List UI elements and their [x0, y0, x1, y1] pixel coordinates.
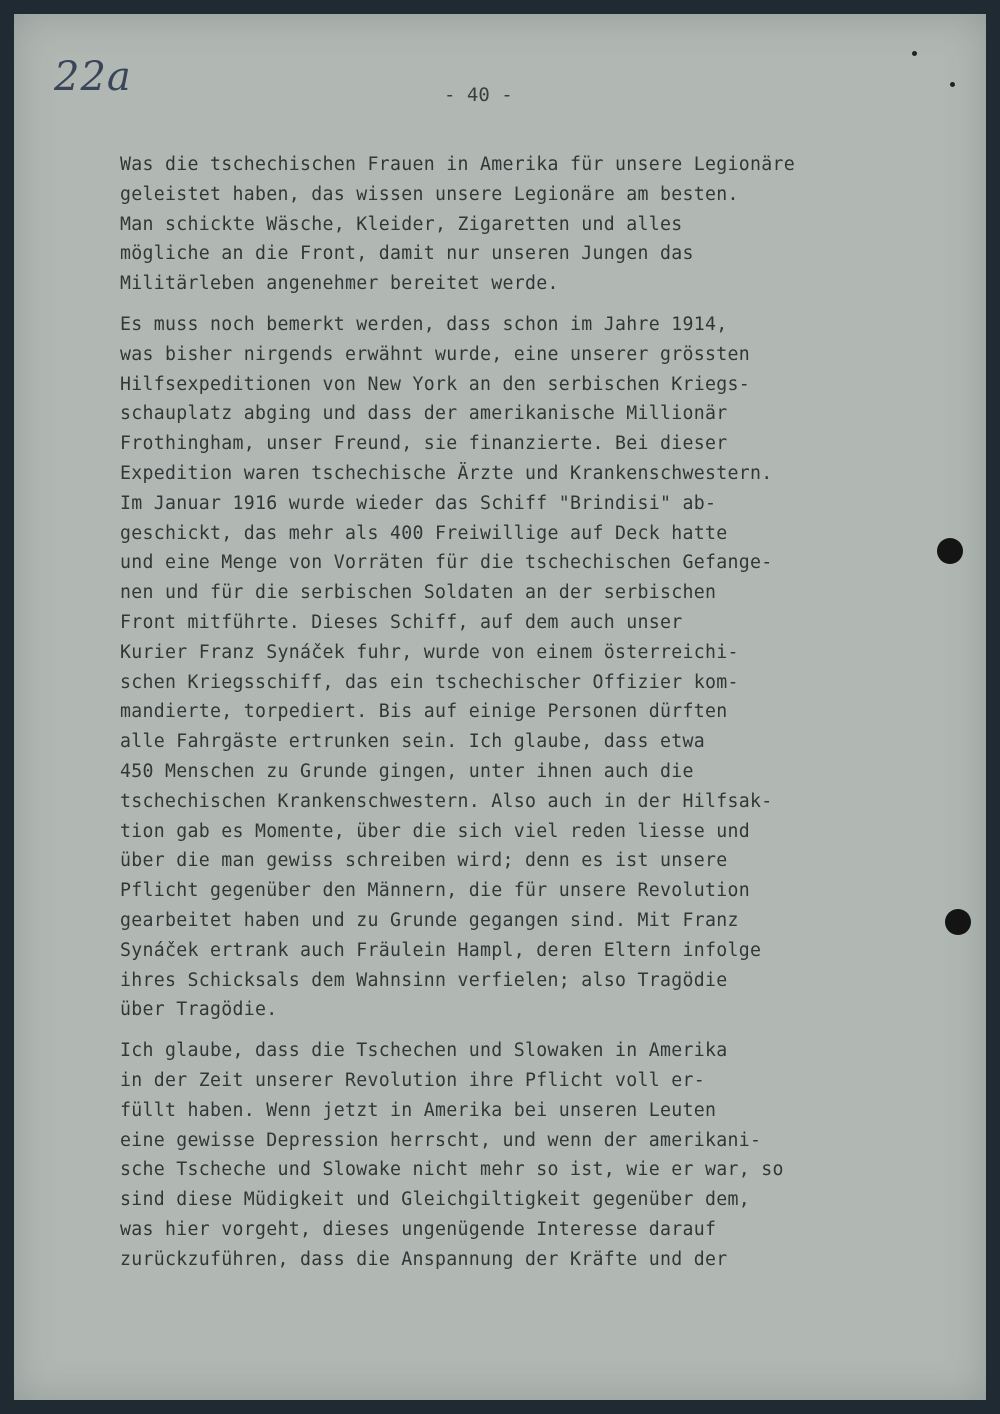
- text-line: 450 Menschen zu Grunde gingen, unter ihnen auch die: [120, 760, 694, 782]
- text-line: Front mitführte. Dieses Schiff, auf dem auch unser: [120, 611, 683, 633]
- text-line: Militärleben angenehmer bereitet werde.: [120, 273, 559, 295]
- handwritten-margin-note: 22a: [54, 54, 132, 100]
- text-line: und eine Menge von Vorräten für die tschechischen Gefange-: [120, 552, 773, 574]
- text-line: Was die tschechischen Frauen in Amerika für unsere Legionäre: [120, 154, 795, 175]
- text-line: Pflicht gegenüber den Männern, die für unsere Revolution: [120, 880, 750, 902]
- text-line: Kurier Franz Synáček fuhr, wurde von einem österreichi-: [120, 641, 739, 663]
- document-page: [14, 14, 986, 1400]
- text-line: Synáček ertrank auch Fräulein Hampl, deren Eltern infolge: [120, 939, 762, 961]
- text-line: nen und für die serbischen Soldaten an der serbischen: [120, 582, 717, 604]
- text-line: geleistet haben, das wissen unsere Legionäre am besten.: [120, 183, 739, 205]
- paragraph: [120, 150, 860, 299]
- text-line: mandierte, torpediert. Bis auf einige Personen dürften: [120, 701, 728, 723]
- text-line: sind diese Müdigkeit und Gleichgiltigkeit gegenüber dem,: [120, 1189, 750, 1211]
- text-line: Im Januar 1916 wurde wieder das Schiff "Brindisi" ab-: [120, 492, 717, 514]
- text-line: über die man gewiss schreiben wird; denn es ist unsere: [120, 850, 728, 872]
- text-line: zurückzuführen, dass die Anspannung der Kräfte und der: [120, 1248, 728, 1270]
- text-line: eine gewisse Depression herrscht, und wenn der amerikani-: [120, 1129, 762, 1151]
- typewritten-body: [120, 150, 860, 1285]
- text-line: mögliche an die Front, damit nur unseren Jungen das: [120, 243, 694, 265]
- text-line: Man schickte Wäsche, Kleider, Zigaretten und alles: [120, 213, 683, 235]
- punch-hole: [937, 538, 963, 564]
- text-line: in der Zeit unserer Revolution ihre Pflicht voll er-: [120, 1069, 705, 1091]
- ink-speck: [912, 51, 917, 56]
- text-line: was hier vorgeht, dieses ungenügende Interesse darauf: [120, 1218, 717, 1240]
- text-line: Frothingham, unser Freund, sie finanzierte. Bei dieser: [120, 433, 728, 455]
- text-line: Ich glaube, dass die Tschechen und Slowaken in Amerika: [120, 1040, 728, 1062]
- text-line: was bisher nirgends erwähnt wurde, eine unserer grössten: [120, 343, 750, 365]
- text-line: Es muss noch bemerkt werden, dass schon im Jahre 1914,: [120, 313, 728, 335]
- punch-hole: [945, 909, 971, 935]
- text-line: über Tragödie.: [120, 999, 278, 1021]
- paragraph: [120, 1036, 860, 1274]
- text-line: schen Kriegsschiff, das ein tschechischer Offizier kom-: [120, 671, 739, 693]
- text-line: schauplatz abging und dass der amerikanische Millionär: [120, 403, 728, 425]
- text-line: ihres Schicksals dem Wahnsinn verfielen; also Tragödie: [120, 969, 728, 991]
- text-line: tschechischen Krankenschwestern. Also auch in der Hilfsak-: [120, 790, 773, 812]
- text-line: alle Fahrgäste ertrunken sein. Ich glaube, dass etwa: [120, 731, 705, 753]
- text-line: Expedition waren tschechische Ärzte und Krankenschwestern.: [120, 462, 773, 484]
- page-number: - 40 -: [444, 84, 513, 106]
- text-line: füllt haben. Wenn jetzt in Amerika bei unseren Leuten: [120, 1099, 717, 1121]
- paragraph: [120, 310, 860, 1025]
- text-line: geschickt, das mehr als 400 Freiwillige auf Deck hatte: [120, 522, 728, 544]
- ink-speck: [950, 82, 955, 87]
- text-line: gearbeitet haben und zu Grunde gegangen sind. Mit Franz: [120, 909, 739, 931]
- text-line: tion gab es Momente, über die sich viel reden liesse und: [120, 820, 750, 842]
- text-line: Hilfsexpeditionen von New York an den serbischen Kriegs-: [120, 373, 750, 395]
- text-line: sche Tscheche und Slowake nicht mehr so ist, wie er war, so: [120, 1159, 784, 1181]
